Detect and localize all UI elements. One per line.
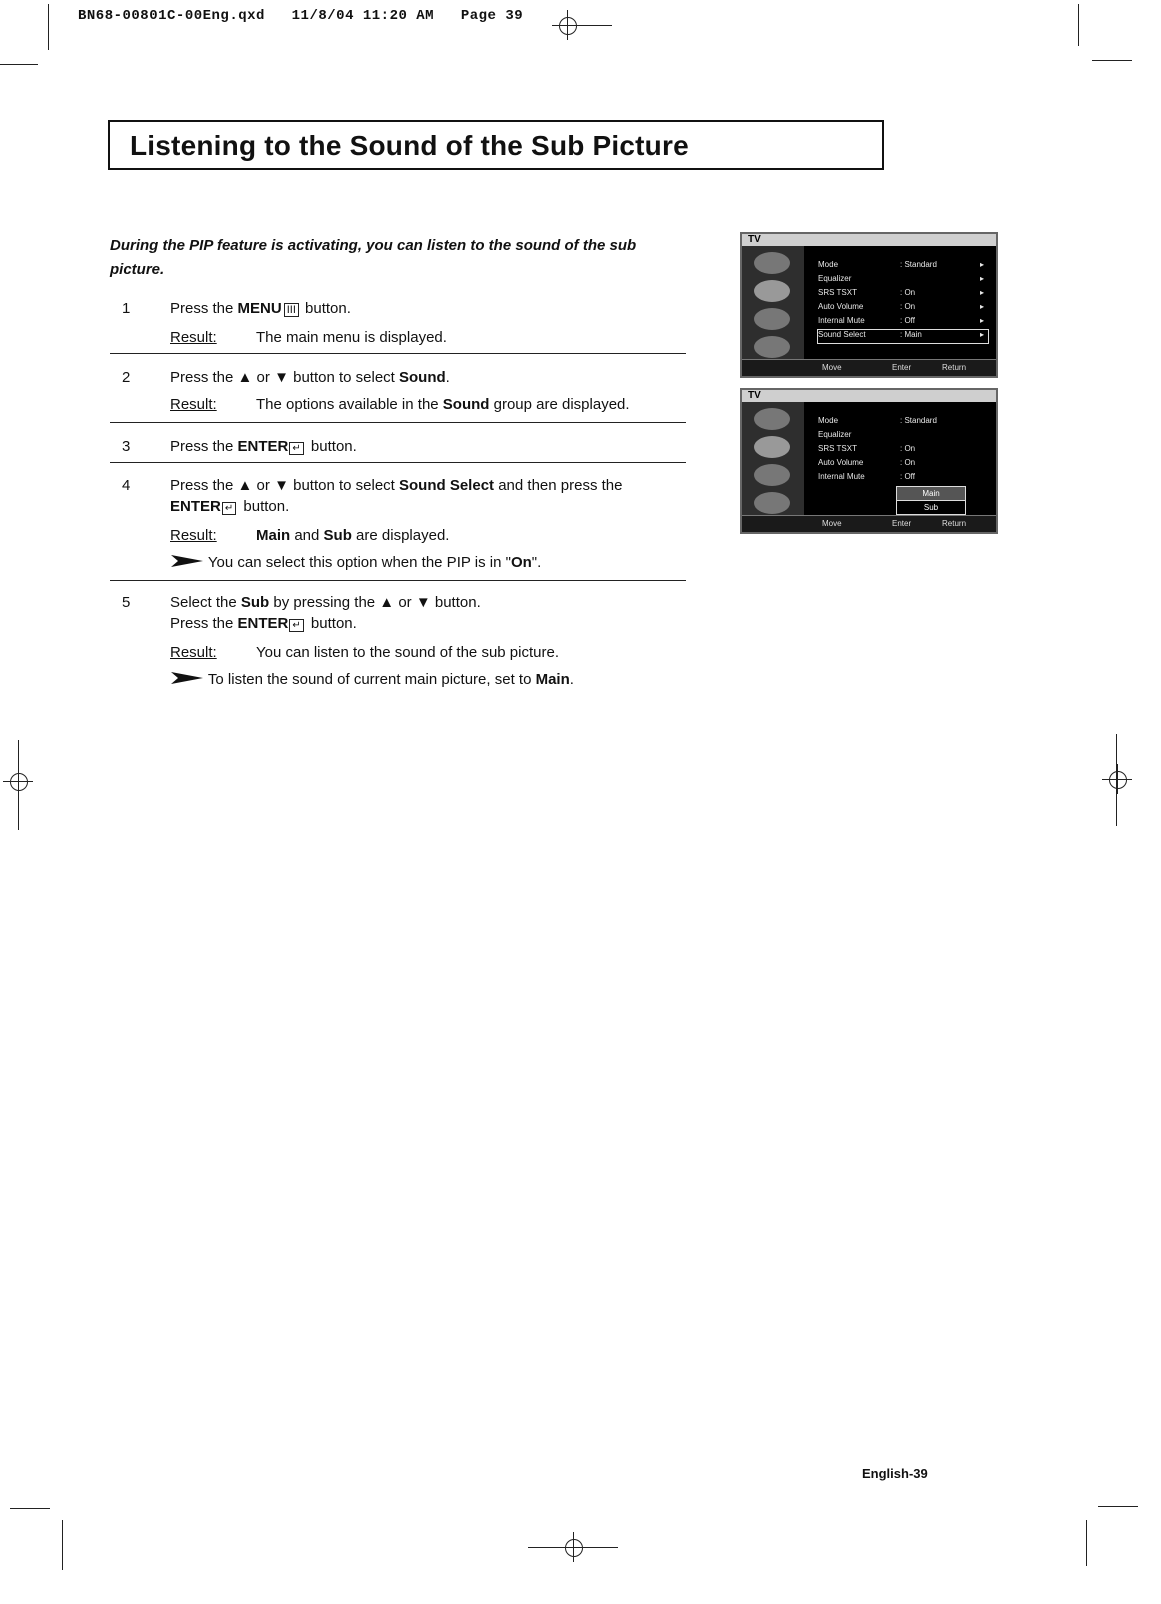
step-number: 2 [122,369,131,386]
crop-mark [0,64,38,65]
osd-menu-row: Auto Volume : On ▸ [818,302,984,311]
divider [110,422,686,423]
osd-popup-option: Sub [896,500,966,515]
crop-mark [48,4,49,50]
step-result: Result: The main menu is displayed. [170,329,447,346]
osd-tv-label: TV [748,390,761,401]
step-number: 5 [122,594,131,611]
step-instruction: Press the MENU III button. [170,300,351,317]
divider [110,462,686,463]
osd-sidebar [742,246,804,360]
registration-mark-icon [3,766,33,796]
step-note: You can select this option when the PIP is in "On". [170,552,690,573]
picture-menu-icon [754,408,790,430]
up-arrow-icon: ▲ [237,477,253,494]
channel-menu-icon [754,308,790,330]
osd-footer: Move Enter Return [742,515,996,532]
osd-sidebar [742,402,804,516]
enter-button-icon: ↵ [222,502,236,515]
osd-menu-row: SRS TSXT : On ▸ [818,288,984,297]
slug-file: BN68-00801C-00Eng.qxd [78,8,265,24]
osd-menu-row-selected: Sound Select : Main ▸ [818,330,988,343]
down-arrow-icon: ▼ [274,369,289,386]
crop-mark [1078,4,1079,46]
intro-text: During the PIP feature is activating, you can listen to the sound of the sub picture. [110,237,637,278]
up-arrow-icon: ▲ [379,594,395,611]
crop-mark [582,25,612,26]
divider [110,353,686,354]
osd-topbar [742,234,996,246]
osd-menu-row: Equalizer [818,430,852,439]
step-instruction-2: Press the ENTER ↵ button. [170,615,357,632]
crop-mark [1086,1520,1087,1566]
step-number: 1 [122,300,131,317]
crop-mark [1098,1506,1138,1507]
sound-menu-icon [754,280,790,302]
step-instruction: Press the ENTER ↵ button. [170,438,357,455]
osd-menu-row: Auto Volume : On [818,458,916,467]
slug-date: 11/8/04 [291,8,354,24]
step-instruction: Press the ▲ or ▼ button to select Sound. [170,369,450,386]
crop-mark [10,1508,50,1509]
page-title: Listening to the Sound of the Sub Picture [130,130,689,161]
menu-button-icon: III [284,303,299,317]
picture-menu-icon [754,252,790,274]
setup-menu-icon [754,492,790,514]
slug-time: 11:20 AM [362,8,435,24]
step-result: Result: The options available in the Sound group are displayed. [170,396,630,413]
osd-menu-row: SRS TSXT : On [818,444,916,453]
osd-popup-option: Main [896,486,966,501]
divider [110,580,686,581]
print-slug [78,8,523,24]
step-result: Result: Main and Sub are displayed. [170,527,450,544]
note-arrow-icon [170,554,204,568]
osd-menu-row: Internal Mute : Off [818,472,915,481]
section-title-box [108,120,884,170]
osd-menu-row: Mode : Standard [818,416,937,425]
step-instruction: Press the ▲ or ▼ button to select Sound Select and then press the ENTER ↵ button. [170,477,623,515]
osd-screenshot-sound-menu [740,232,998,378]
registration-mark-icon [558,1532,588,1562]
osd-footer: Move Enter Return [742,359,996,376]
slug-page: Page 39 [460,8,524,24]
step-number: 4 [122,477,131,494]
down-arrow-icon: ▼ [415,594,431,611]
crop-mark [1092,60,1132,61]
note-arrow-icon [170,671,204,685]
enter-button-icon: ↵ [289,619,303,632]
osd-menu-row: Equalizer ▸ [818,274,984,283]
up-arrow-icon: ▲ [237,369,253,386]
registration-mark-icon [1102,764,1132,794]
setup-menu-icon [754,336,790,358]
step-result: Result: You can listen to the sound of the sub picture. [170,644,559,661]
step-instruction: Select the Sub by pressing the ▲ or ▼ button. [170,594,481,611]
osd-menu-row: Internal Mute : Off ▸ [818,316,984,325]
crop-mark [528,1547,558,1548]
osd-menu-row: Mode : Standard ▸ [818,260,984,269]
crop-mark [62,1520,63,1570]
osd-screenshot-sound-select [740,388,998,534]
sound-menu-icon [754,436,790,458]
enter-button-icon: ↵ [289,442,303,455]
channel-menu-icon [754,464,790,486]
crop-mark [588,1547,618,1548]
page-number: English-39 [862,1466,928,1481]
registration-mark-icon [552,10,582,40]
step-note: To listen the sound of current main picture, set to Main. [170,669,690,690]
step-number: 3 [122,438,131,455]
osd-tv-label: TV [748,234,761,245]
down-arrow-icon: ▼ [274,477,289,494]
osd-topbar [742,390,996,402]
